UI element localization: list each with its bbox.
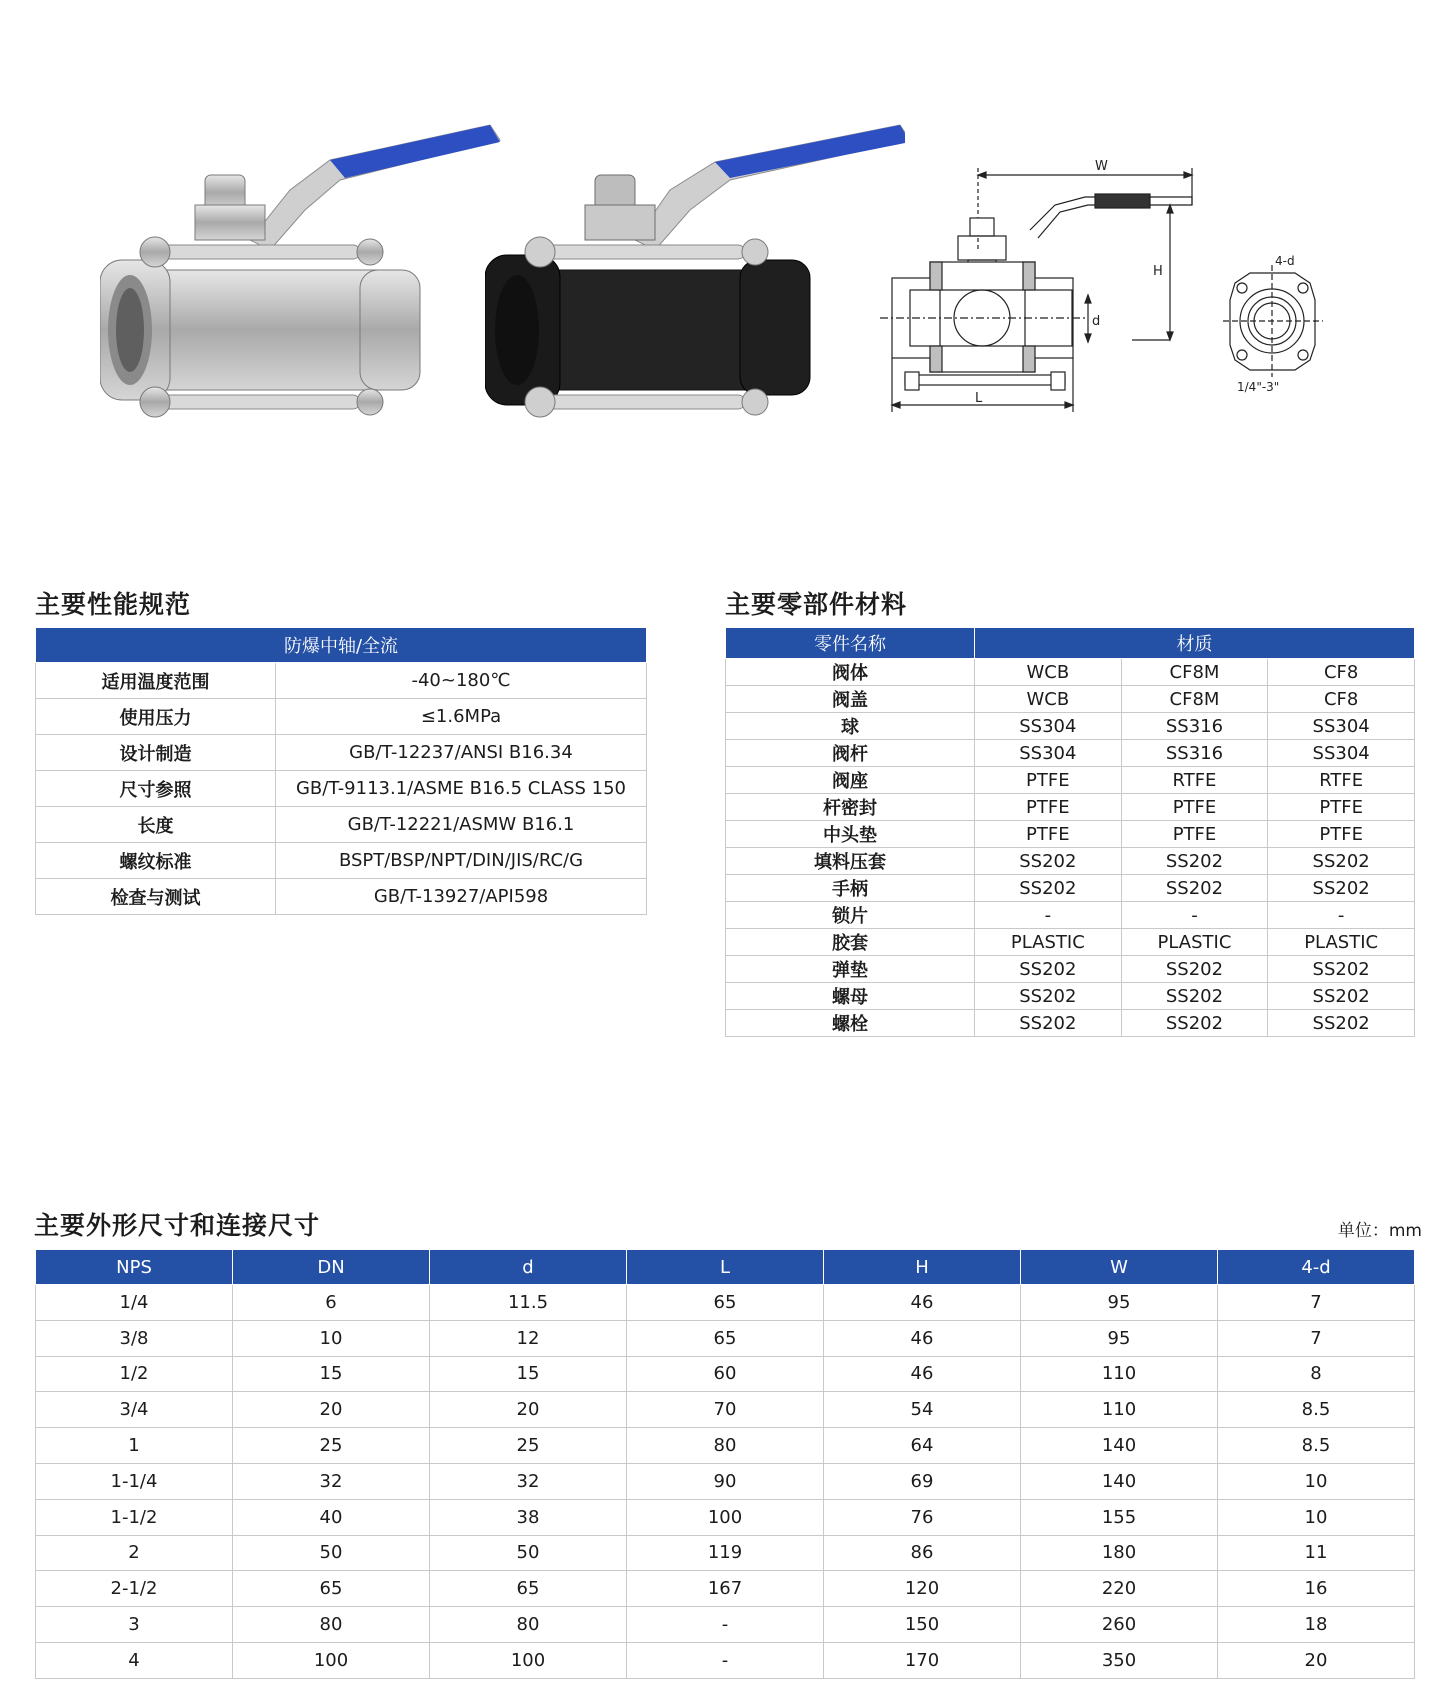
dim-cell: 25: [430, 1428, 627, 1464]
dim-cell: 18: [1218, 1607, 1415, 1643]
performance-label: 适用温度范围: [36, 663, 276, 699]
dim-cell: 10: [1218, 1499, 1415, 1535]
materials-row: [726, 875, 1415, 902]
part-name: 球: [726, 713, 975, 740]
material-value: SS202: [975, 875, 1122, 902]
part-name: 螺母: [726, 983, 975, 1010]
material-value: -: [975, 902, 1122, 929]
performance-row: [36, 663, 647, 699]
performance-row: [36, 879, 647, 915]
dim-cell: 80: [430, 1607, 627, 1643]
materials-row: [726, 956, 1415, 983]
material-value: PTFE: [1121, 794, 1268, 821]
material-value: WCB: [975, 659, 1122, 686]
dim-cell: 155: [1021, 1499, 1218, 1535]
dim-cell: 140: [1021, 1428, 1218, 1464]
material-value: PTFE: [975, 794, 1122, 821]
dim-cell: 1: [36, 1428, 233, 1464]
part-name: 胶套: [726, 929, 975, 956]
material-value: PLASTIC: [1268, 929, 1415, 956]
dim-cell: 100: [233, 1642, 430, 1678]
part-name: 弹垫: [726, 956, 975, 983]
dimensions-row: [36, 1392, 1415, 1428]
materials-row: [726, 902, 1415, 929]
dimensions-row: [36, 1607, 1415, 1643]
performance-row: [36, 807, 647, 843]
dim-cell: 32: [233, 1463, 430, 1499]
dim-cell: 3/4: [36, 1392, 233, 1428]
dim-cell: 350: [1021, 1642, 1218, 1678]
dim-cell: 60: [627, 1356, 824, 1392]
dim-cell: 69: [824, 1463, 1021, 1499]
material-value: SS202: [975, 1010, 1122, 1037]
flange-end-view-drawing: [1215, 255, 1330, 395]
material-value: PTFE: [1121, 821, 1268, 848]
dim-cell: 95: [1021, 1285, 1218, 1321]
dim-cell: 120: [824, 1571, 1021, 1607]
materials-table: [725, 627, 1415, 1037]
material-value: SS202: [1121, 848, 1268, 875]
dim-cell: 110: [1021, 1392, 1218, 1428]
dim-cell: 16: [1218, 1571, 1415, 1607]
holes-label: 4-d: [1275, 255, 1295, 268]
dim-header: NPS: [36, 1250, 233, 1285]
material-value: PTFE: [975, 821, 1122, 848]
material-value: CF8: [1268, 686, 1415, 713]
dim-cell: 46: [824, 1320, 1021, 1356]
materials-row: [726, 929, 1415, 956]
size-range-label: 1/4"-3": [1237, 380, 1280, 394]
material-value: SS202: [975, 848, 1122, 875]
dim-cell: 1-1/2: [36, 1499, 233, 1535]
dimensions-row: [36, 1356, 1415, 1392]
dimensions-row: [36, 1428, 1415, 1464]
materials-row: [726, 767, 1415, 794]
dim-cell: 50: [233, 1535, 430, 1571]
materials-title: 主要零部件材料: [725, 590, 908, 619]
dim-cell: 12: [430, 1320, 627, 1356]
performance-label: 设计制造: [36, 735, 276, 771]
materials-row: [726, 659, 1415, 686]
performance-value: GB/T-12221/ASMW B16.1: [276, 807, 647, 843]
material-value: SS304: [975, 740, 1122, 767]
dim-cell: 65: [430, 1571, 627, 1607]
dim-cell: 15: [233, 1356, 430, 1392]
dim-cell: 15: [430, 1356, 627, 1392]
dim-cell: 10: [1218, 1463, 1415, 1499]
material-value: CF8M: [1121, 659, 1268, 686]
dim-label-h: H: [1153, 264, 1163, 279]
material-value: SS304: [975, 713, 1122, 740]
dim-cell: 8.5: [1218, 1392, 1415, 1428]
material-value: WCB: [975, 686, 1122, 713]
material-value: SS304: [1268, 713, 1415, 740]
performance-header: 防爆中轴/全流: [36, 628, 647, 663]
dim-cell: 1-1/4: [36, 1463, 233, 1499]
material-value: PLASTIC: [1121, 929, 1268, 956]
dim-header: d: [430, 1250, 627, 1285]
dim-cell: 46: [824, 1285, 1021, 1321]
part-name: 螺栓: [726, 1010, 975, 1037]
dim-label-d: d: [1092, 314, 1101, 329]
material-value: SS316: [1121, 740, 1268, 767]
dim-cell: 140: [1021, 1463, 1218, 1499]
material-value: PLASTIC: [975, 929, 1122, 956]
dim-cell: 11: [1218, 1535, 1415, 1571]
part-name: 阀盖: [726, 686, 975, 713]
part-name: 阀座: [726, 767, 975, 794]
dim-cell: 25: [233, 1428, 430, 1464]
part-name: 手柄: [726, 875, 975, 902]
material-value: CF8M: [1121, 686, 1268, 713]
dim-cell: 32: [430, 1463, 627, 1499]
dim-cell: 11.5: [430, 1285, 627, 1321]
dimensions-row: [36, 1571, 1415, 1607]
material-value: SS202: [1121, 875, 1268, 902]
dim-cell: 260: [1021, 1607, 1218, 1643]
unit-label: 单位：mm: [1337, 1221, 1422, 1241]
dim-cell: 110: [1021, 1356, 1218, 1392]
dim-cell: 65: [627, 1320, 824, 1356]
dim-cell: 80: [233, 1607, 430, 1643]
dim-cell: 4: [36, 1642, 233, 1678]
performance-value: GB/T-9113.1/ASME B16.5 CLASS 150: [276, 771, 647, 807]
material-value: RTFE: [1121, 767, 1268, 794]
dim-header: H: [824, 1250, 1021, 1285]
dim-cell: 119: [627, 1535, 824, 1571]
dim-cell: 46: [824, 1356, 1021, 1392]
material-value: SS202: [975, 956, 1122, 983]
dim-cell: 1/2: [36, 1356, 233, 1392]
performance-label: 长度: [36, 807, 276, 843]
dim-label-w: W: [1095, 159, 1108, 174]
dimensions-table: [35, 1249, 1415, 1679]
part-name: 中头垫: [726, 821, 975, 848]
materials-row: [726, 713, 1415, 740]
material-value: SS304: [1268, 740, 1415, 767]
dim-cell: 7: [1218, 1320, 1415, 1356]
material-value: SS202: [1268, 848, 1415, 875]
material-value: SS202: [1121, 1010, 1268, 1037]
dim-cell: 20: [1218, 1642, 1415, 1678]
dim-cell: 150: [824, 1607, 1021, 1643]
performance-row: [36, 699, 647, 735]
material-value: -: [1268, 902, 1415, 929]
materials-row: [726, 686, 1415, 713]
performance-value: GB/T-13927/API598: [276, 879, 647, 915]
materials-row: [726, 1010, 1415, 1037]
dimensions-row: [36, 1499, 1415, 1535]
material-value: SS316: [1121, 713, 1268, 740]
performance-table: [35, 627, 647, 915]
dim-cell: 10: [233, 1320, 430, 1356]
dim-cell: 170: [824, 1642, 1021, 1678]
dim-cell: 65: [233, 1571, 430, 1607]
dim-cell: 70: [627, 1392, 824, 1428]
material-value: RTFE: [1268, 767, 1415, 794]
dim-cell: 86: [824, 1535, 1021, 1571]
dim-cell: 7: [1218, 1285, 1415, 1321]
dim-header: W: [1021, 1250, 1218, 1285]
dim-cell: 2: [36, 1535, 233, 1571]
performance-value: GB/T-12237/ANSI B16.34: [276, 735, 647, 771]
stainless-ball-valve-image: [100, 120, 550, 460]
material-value: PTFE: [1268, 794, 1415, 821]
performance-label: 尺寸参照: [36, 771, 276, 807]
dim-cell: 40: [233, 1499, 430, 1535]
part-name: 阀杆: [726, 740, 975, 767]
materials-header-material: 材质: [975, 628, 1415, 659]
dim-cell: 90: [627, 1463, 824, 1499]
dim-cell: 54: [824, 1392, 1021, 1428]
valve-section-drawing: [870, 150, 1215, 460]
material-value: SS202: [1268, 983, 1415, 1010]
dim-cell: 100: [430, 1642, 627, 1678]
material-value: SS202: [1121, 956, 1268, 983]
material-value: SS202: [1268, 1010, 1415, 1037]
dimensions-row: [36, 1320, 1415, 1356]
part-name: 锁片: [726, 902, 975, 929]
performance-row: [36, 771, 647, 807]
dimensions-row: [36, 1535, 1415, 1571]
dimensions-row: [36, 1463, 1415, 1499]
material-value: CF8: [1268, 659, 1415, 686]
dim-cell: 3: [36, 1607, 233, 1643]
dim-cell: 38: [430, 1499, 627, 1535]
dimensions-row: [36, 1642, 1415, 1678]
performance-value: BSPT/BSP/NPT/DIN/JIS/RC/G: [276, 843, 647, 879]
part-name: 杆密封: [726, 794, 975, 821]
dim-header: 4-d: [1218, 1250, 1415, 1285]
dim-cell: -: [627, 1607, 824, 1643]
dim-header: DN: [233, 1250, 430, 1285]
material-value: SS202: [975, 983, 1122, 1010]
dim-cell: 6: [233, 1285, 430, 1321]
dim-cell: 95: [1021, 1320, 1218, 1356]
dim-cell: 20: [233, 1392, 430, 1428]
dim-cell: 8.5: [1218, 1428, 1415, 1464]
dim-cell: 65: [627, 1285, 824, 1321]
materials-row: [726, 794, 1415, 821]
dim-cell: 20: [430, 1392, 627, 1428]
dim-cell: 180: [1021, 1535, 1218, 1571]
dim-label-l: L: [975, 391, 983, 406]
material-value: PTFE: [1268, 821, 1415, 848]
dimensions-title: 主要外形尺寸和连接尺寸: [34, 1211, 321, 1240]
dimensions-row: [36, 1285, 1415, 1321]
materials-row: [726, 848, 1415, 875]
performance-row: [36, 843, 647, 879]
material-value: SS202: [1268, 956, 1415, 983]
dim-cell: 76: [824, 1499, 1021, 1535]
dim-cell: 50: [430, 1535, 627, 1571]
materials-header-part: 零件名称: [726, 628, 975, 659]
material-value: PTFE: [975, 767, 1122, 794]
materials-row: [726, 821, 1415, 848]
black-ball-valve-image: [485, 120, 905, 460]
materials-row: [726, 740, 1415, 767]
dim-cell: 167: [627, 1571, 824, 1607]
performance-label: 检查与测试: [36, 879, 276, 915]
dim-cell: 64: [824, 1428, 1021, 1464]
dim-cell: -: [627, 1642, 824, 1678]
performance-value: -40~180℃: [276, 663, 647, 699]
dim-cell: 3/8: [36, 1320, 233, 1356]
material-value: SS202: [1268, 875, 1415, 902]
dim-cell: 100: [627, 1499, 824, 1535]
dim-cell: 80: [627, 1428, 824, 1464]
part-name: 阀体: [726, 659, 975, 686]
dim-cell: 1/4: [36, 1285, 233, 1321]
part-name: 填料压套: [726, 848, 975, 875]
performance-label: 螺纹标准: [36, 843, 276, 879]
material-value: -: [1121, 902, 1268, 929]
material-value: SS202: [1121, 983, 1268, 1010]
dim-cell: 8: [1218, 1356, 1415, 1392]
performance-title: 主要性能规范: [35, 590, 192, 619]
dim-header: L: [627, 1250, 824, 1285]
performance-row: [36, 735, 647, 771]
materials-row: [726, 983, 1415, 1010]
dim-cell: 2-1/2: [36, 1571, 233, 1607]
performance-value: ≤1.6MPa: [276, 699, 647, 735]
dim-cell: 220: [1021, 1571, 1218, 1607]
performance-label: 使用压力: [36, 699, 276, 735]
